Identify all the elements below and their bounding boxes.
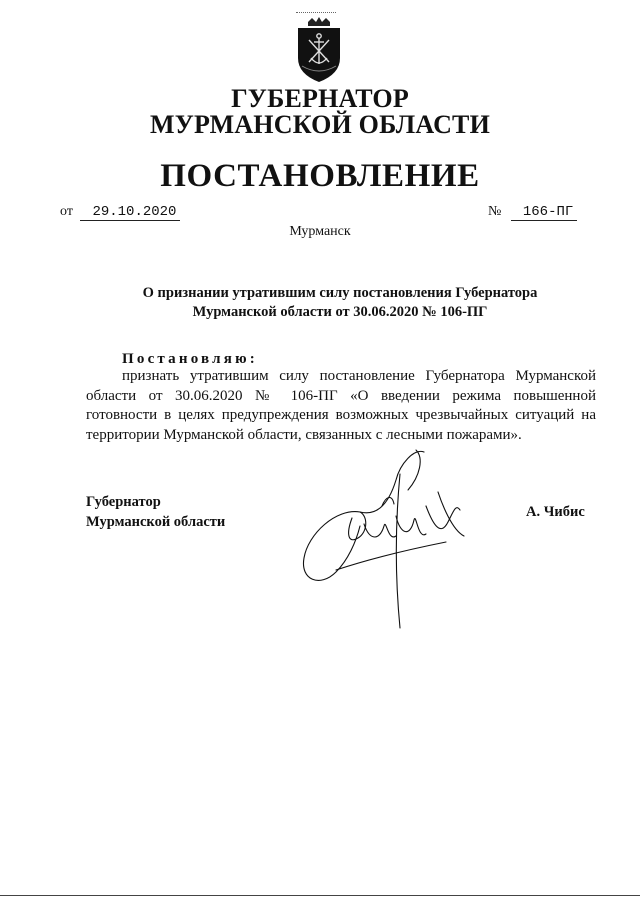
number-row: [488, 204, 577, 221]
coat-of-arms-icon: [292, 16, 346, 84]
subject-line1: О признании утратившим силу постановления Губернатора: [142, 285, 538, 301]
footer-divider: [0, 895, 640, 896]
issuer-title-line1: ГУБЕРНАТОР: [231, 84, 409, 113]
body-line: территории Мурманской области, связанных с лесными пожарами».: [86, 426, 522, 443]
issue-city: Мурманск: [289, 224, 351, 239]
decree-word: Постановляю:: [122, 351, 258, 367]
date-row: [60, 204, 180, 221]
number-prefix: №: [488, 204, 502, 219]
signatory-role-line2: Мурманской области: [86, 514, 226, 530]
signatory-name: А. Чибис: [526, 504, 585, 520]
date-prefix: от: [60, 204, 73, 219]
document-number: 166-ПГ: [511, 204, 577, 221]
handwritten-signature: [296, 446, 476, 636]
document-type-title: ПОСТАНОВЛЕНИЕ: [160, 158, 480, 194]
signatory-role-line1: Губернатор: [86, 494, 161, 510]
scan-mark: [296, 12, 336, 13]
subject-line2: Мурманской области от 30.06.2020 № 106-ПГ: [192, 304, 488, 320]
body-line: признать утратившим силу постановление Губернатора Мурманской: [122, 368, 596, 384]
document-date: 29.10.2020: [80, 204, 180, 221]
document-subject: [60, 284, 620, 322]
decree-body: [86, 367, 596, 445]
body-line: готовности в целях предупреждения возможных чрезвычайных ситуаций на: [86, 407, 596, 423]
issuer-title-line2: МУРМАНСКОЙ ОБЛАСТИ: [149, 110, 491, 139]
signatory-role: [86, 492, 225, 532]
body-line: области от 30.06.2020 № 106-ПГ «О введении режима повышенной: [86, 387, 596, 404]
